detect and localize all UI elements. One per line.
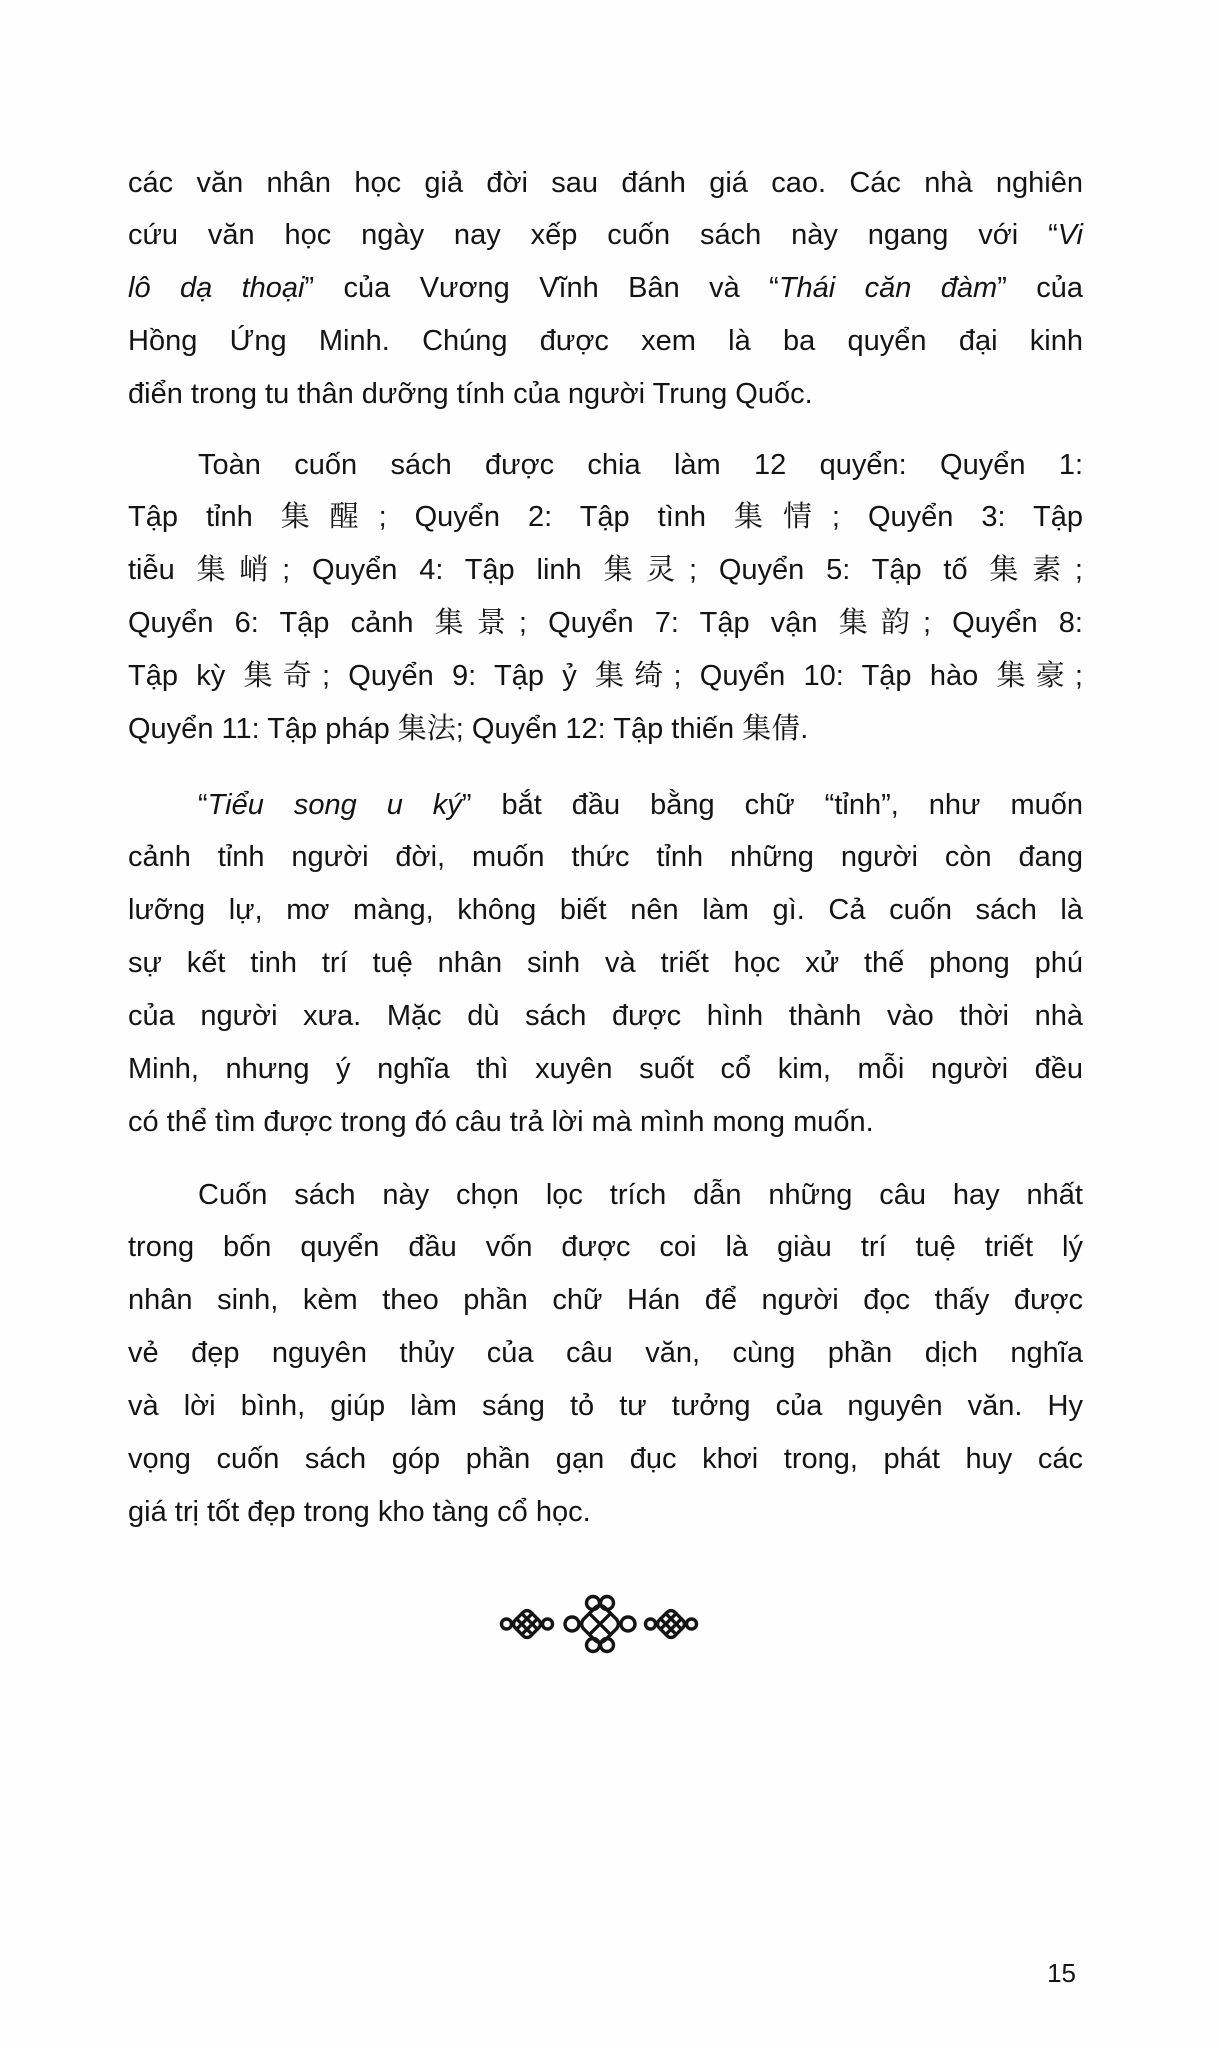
text-line xyxy=(128,1274,1083,1327)
text-line xyxy=(128,368,1083,421)
text-segment: vẻ đẹp nguyên thủy của câu văn, cùng phần dịch nghĩa xyxy=(128,1337,1083,1370)
text-line xyxy=(128,1043,1083,1096)
text-line xyxy=(128,439,1083,492)
text-segment: các văn nhân học giả đời sau đánh giá cao. Các nhà nghiên xyxy=(128,166,1083,199)
text-line xyxy=(128,831,1083,884)
text-segment: Cuốn sách này chọn lọc trích dẫn những câu hay nhất xyxy=(198,1178,1083,1211)
text-segment: và lời bình, giúp làm sáng tỏ tư tưởng của nguyên văn. Hy xyxy=(128,1390,1083,1423)
endless-knot-divider-icon xyxy=(490,1588,710,1660)
text-segment: điển trong tu thân dưỡng tính của người Trung Quốc. xyxy=(128,378,813,411)
text-line xyxy=(128,262,1083,315)
book-title-italic: Vi xyxy=(1057,219,1083,252)
text-segment: cứu văn học ngày nay xếp cuốn sách này ngang với “ xyxy=(128,219,1058,252)
book-title-italic: lô dạ thoại xyxy=(128,272,305,305)
paragraph-1 xyxy=(128,157,1083,421)
text-segment: ” bắt đầu bằng chữ “tỉnh”, như muốn xyxy=(461,788,1083,821)
book-title-italic: Tiểu song u ký xyxy=(207,788,462,821)
text-segment: trong bốn quyển đầu vốn được coi là giàu trí tuệ triết lý xyxy=(128,1231,1083,1264)
text-segment: Hồng Ứng Minh. Chúng được xem là ba quyển đại kinh xyxy=(128,325,1083,358)
text-line xyxy=(128,1096,1083,1149)
text-segment: Tập tỉnh 集醒; Quyển 2: Tập tình 集情; Quyển 3: Tập xyxy=(128,501,1083,534)
text-line xyxy=(128,1169,1083,1222)
text-segment: Quyển 6: Tập cảnh 集景; Quyển 7: Tập vận 集韵; Quyển 8: xyxy=(128,607,1083,640)
text-line xyxy=(128,703,1083,756)
text-segment: Tập kỳ 集奇; Quyển 9: Tập ỷ 集绮; Quyển 10: Tập hào 集豪; xyxy=(128,660,1083,693)
text-segment: của người xưa. Mặc dù sách được hình thành vào thời nhà xyxy=(128,1000,1083,1033)
text-segment: Minh, nhưng ý nghĩa thì xuyên suốt cổ kim, mỗi người đều xyxy=(128,1052,1083,1085)
text-line xyxy=(128,1433,1083,1486)
knot-center-icon xyxy=(565,1597,635,1652)
text-segment: Toàn cuốn sách được chia làm 12 quyển: Quyển 1: xyxy=(198,448,1083,481)
page-number: 15 xyxy=(1047,1958,1076,1988)
text-line xyxy=(128,1380,1083,1433)
text-line xyxy=(128,157,1083,210)
text-segment: ” của xyxy=(997,272,1084,305)
text-line xyxy=(128,650,1083,703)
text-line xyxy=(128,990,1083,1043)
text-line xyxy=(128,209,1083,262)
paragraph-4 xyxy=(128,1169,1083,1539)
paragraph-3 xyxy=(128,779,1083,1149)
knot-left-icon xyxy=(502,1608,553,1639)
text-segment: có thể tìm được trong đó câu trả lời mà mình mong muốn. xyxy=(128,1105,874,1138)
text-line xyxy=(128,1486,1083,1539)
text-segment: lưỡng lự, mơ màng, không biết nên làm gì. Cả cuốn sách là xyxy=(128,894,1083,927)
text-segment: tiễu 集峭; Quyển 4: Tập linh 集灵; Quyển 5: Tập tố 集素; xyxy=(128,554,1083,587)
text-segment: nhân sinh, kèm theo phần chữ Hán để người đọc thấy được xyxy=(128,1284,1083,1317)
text-segment: Quyển 11: Tập pháp 集法; Quyển 12: Tập thiến 集倩. xyxy=(128,712,809,745)
knot-right-icon xyxy=(646,1608,697,1639)
text-line xyxy=(128,884,1083,937)
text-line xyxy=(128,491,1083,544)
book-title-italic: Thái căn đàm xyxy=(778,272,998,305)
text-line xyxy=(128,1327,1083,1380)
text-line xyxy=(128,1221,1083,1274)
text-line xyxy=(128,597,1083,650)
text-segment: vọng cuốn sách góp phần gạn đục khơi trong, phát huy các xyxy=(128,1442,1083,1475)
text-line xyxy=(128,937,1083,990)
text-line xyxy=(128,544,1083,597)
text-segment: sự kết tinh trí tuệ nhân sinh và triết học xử thế phong phú xyxy=(128,947,1083,980)
text-segment: cảnh tỉnh người đời, muốn thức tỉnh những người còn đang xyxy=(128,841,1083,874)
text-segment: “ xyxy=(198,788,208,821)
text-segment: giá trị tốt đẹp trong kho tàng cổ học. xyxy=(128,1495,591,1528)
text-segment: ” của Vương Vĩnh Bân và “ xyxy=(304,272,779,305)
text-line xyxy=(128,779,1083,832)
text-line xyxy=(128,315,1083,368)
paragraph-2 xyxy=(128,439,1083,756)
